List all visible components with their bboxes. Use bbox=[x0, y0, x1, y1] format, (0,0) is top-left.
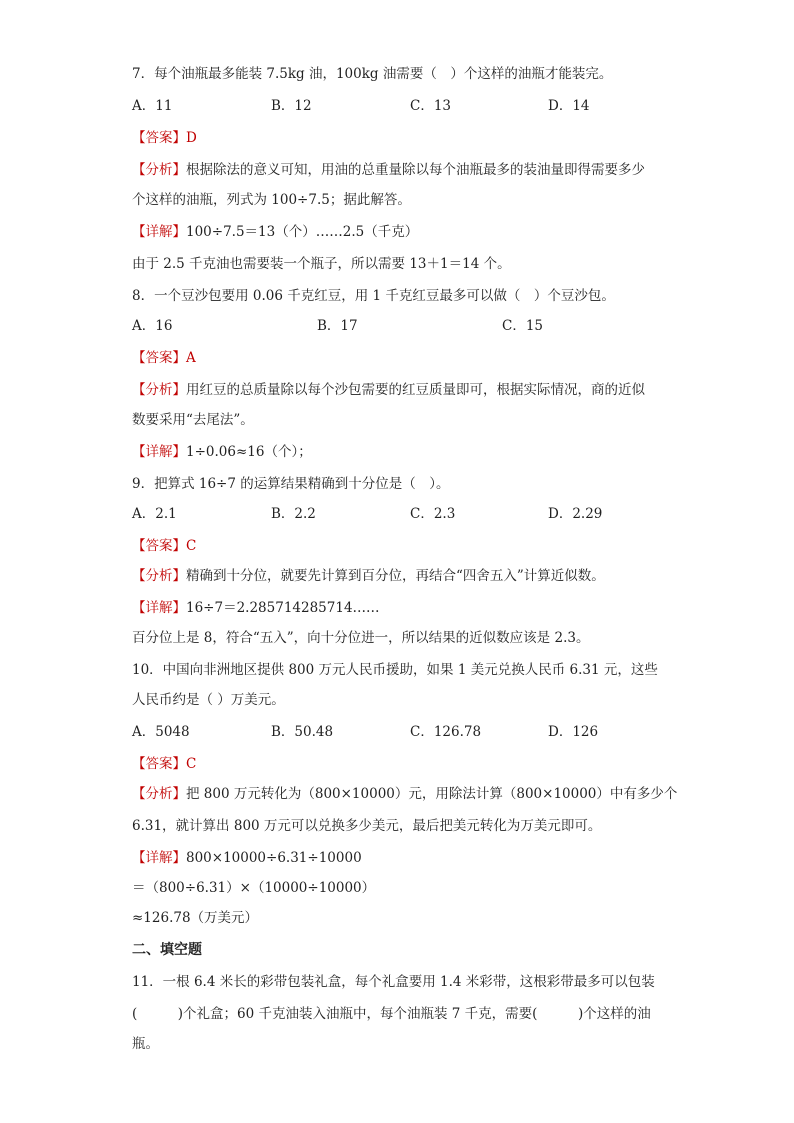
q7-option-b: B．12 bbox=[271, 98, 312, 114]
q8-answer-value: A bbox=[186, 350, 196, 366]
q8-analysis-text-1: 用红豆的总质量除以每个沙包需要的红豆质量即可，根据实际情况，商的近似 bbox=[186, 382, 645, 398]
q7-analysis bbox=[132, 160, 672, 180]
q11-stem-1: 11．一根 6.4 米长的彩带包装礼盒，每个礼盒要用 1.4 米彩带，这根彩带最多可以包装 bbox=[132, 974, 655, 990]
q8-analysis bbox=[132, 380, 672, 400]
q10-analysis-text-2: 6.31，就计算出 800 万元可以兑换多少美元，最后把美元转化为万美元即可。 bbox=[132, 818, 602, 834]
q9-analysis-text-1: 精确到十分位，就要先计算到百分位，再结合“四舍五入”计算近似数。 bbox=[186, 568, 605, 584]
q9-analysis bbox=[132, 566, 672, 586]
analysis-tag: 【分析】 bbox=[132, 382, 186, 398]
answer-tag: 【答案】 bbox=[132, 538, 186, 554]
q8-option-b: B．17 bbox=[317, 318, 358, 334]
q10-detail-text-2: ＝（800÷6.31）×（10000÷10000） bbox=[132, 880, 376, 896]
q9-option-c: C．2.3 bbox=[410, 506, 456, 522]
section-title: 二、填空题 bbox=[132, 942, 202, 958]
q7-stem: 7．每个油瓶最多能装 7.5kg 油，100kg 油需要（ ）个这样的油瓶才能装完。 bbox=[132, 66, 613, 82]
q10-option-d: D．126 bbox=[548, 724, 599, 740]
q10-option-b: B．50.48 bbox=[271, 724, 334, 740]
q9-option-a: A．2.1 bbox=[132, 506, 177, 522]
q9-detail-text-2: 百分位上是 8，符合“五入”，向十分位进一，所以结果的近似数应该是 2.3。 bbox=[132, 630, 590, 646]
q10-stem-1: 10．中国向非洲地区提供 800 万元人民币援助，如果 1 美元兑换人民币 6.31 元，这些 bbox=[132, 662, 658, 678]
q10-answer-value: C bbox=[186, 756, 197, 772]
q7-answer-value: D bbox=[186, 130, 197, 146]
q7-option-c: C．13 bbox=[410, 98, 452, 114]
analysis-tag: 【分析】 bbox=[132, 162, 186, 178]
q10-detail-text-1: 800×10000÷6.31÷10000 bbox=[186, 850, 362, 866]
analysis-tag: 【分析】 bbox=[132, 786, 186, 802]
q7-detail-text-2: 由于 2.5 千克油也需要装一个瓶子，所以需要 13＋1＝14 个。 bbox=[132, 256, 511, 272]
detail-tag: 【详解】 bbox=[132, 850, 186, 866]
q8-detail-text-1: 1÷0.06≈16（个）； bbox=[186, 444, 312, 460]
q8-detail bbox=[132, 442, 672, 462]
detail-tag: 【详解】 bbox=[132, 600, 186, 616]
q10-stem-2: 人民币约是（ ）万美元。 bbox=[132, 692, 285, 708]
q10-analysis-text-1: 把 800 万元转化为（800×10000）元，用除法计算（800×10000）中有多少个 bbox=[186, 786, 678, 802]
q9-answer-value: C bbox=[186, 538, 197, 554]
answer-tag: 【答案】 bbox=[132, 350, 186, 366]
q7-analysis-text-1: 根据除法的意义可知，用油的总重量除以每个油瓶最多的装油量即得需要多少 bbox=[186, 162, 645, 178]
q7-option-a: A．11 bbox=[132, 98, 173, 114]
q7-detail bbox=[132, 222, 672, 242]
q7-detail-text-1: 100÷7.5＝13（个）……2.5（千克） bbox=[186, 224, 419, 240]
q9-answer bbox=[132, 536, 672, 556]
q8-stem: 8．一个豆沙包要用 0.06 千克红豆，用 1 千克红豆最多可以做（ ）个豆沙包。 bbox=[132, 288, 615, 304]
q8-option-a: A．16 bbox=[132, 318, 173, 334]
q10-option-a: A．5048 bbox=[132, 724, 190, 740]
q10-analysis bbox=[132, 784, 678, 804]
q7-answer bbox=[132, 128, 672, 148]
q9-detail-text-1: 16÷7＝2.285714285714…… bbox=[186, 600, 380, 616]
q9-stem: 9．把算式 16÷7 的运算结果精确到十分位是（ ）。 bbox=[132, 476, 450, 492]
q10-detail-text-3: ≈126.78（万美元） bbox=[132, 910, 259, 926]
q11-stem-2: ( )个礼盒；60 千克油装入油瓶中，每个油瓶装 7 千克，需要( )个这样的油 bbox=[132, 1006, 651, 1022]
detail-tag: 【详解】 bbox=[132, 224, 186, 240]
q10-option-c: C．126.78 bbox=[410, 724, 482, 740]
analysis-tag: 【分析】 bbox=[132, 568, 186, 584]
answer-tag: 【答案】 bbox=[132, 130, 186, 146]
q9-option-b: B．2.2 bbox=[271, 506, 316, 522]
q10-detail bbox=[132, 848, 672, 868]
q8-answer bbox=[132, 348, 672, 368]
q9-option-d: D．2.29 bbox=[548, 506, 603, 522]
q7-option-d: D．14 bbox=[548, 98, 590, 114]
q8-option-c: C．15 bbox=[502, 318, 544, 334]
q7-analysis-text-2: 个这样的油瓶，列式为 100÷7.5；据此解答。 bbox=[132, 192, 411, 208]
detail-tag: 【详解】 bbox=[132, 444, 186, 460]
q11-stem-3: 瓶。 bbox=[132, 1036, 159, 1052]
answer-tag: 【答案】 bbox=[132, 756, 186, 772]
q8-analysis-text-2: 数要采用“去尾法”。 bbox=[132, 412, 254, 428]
q9-detail bbox=[132, 598, 672, 618]
q10-answer bbox=[132, 754, 672, 774]
